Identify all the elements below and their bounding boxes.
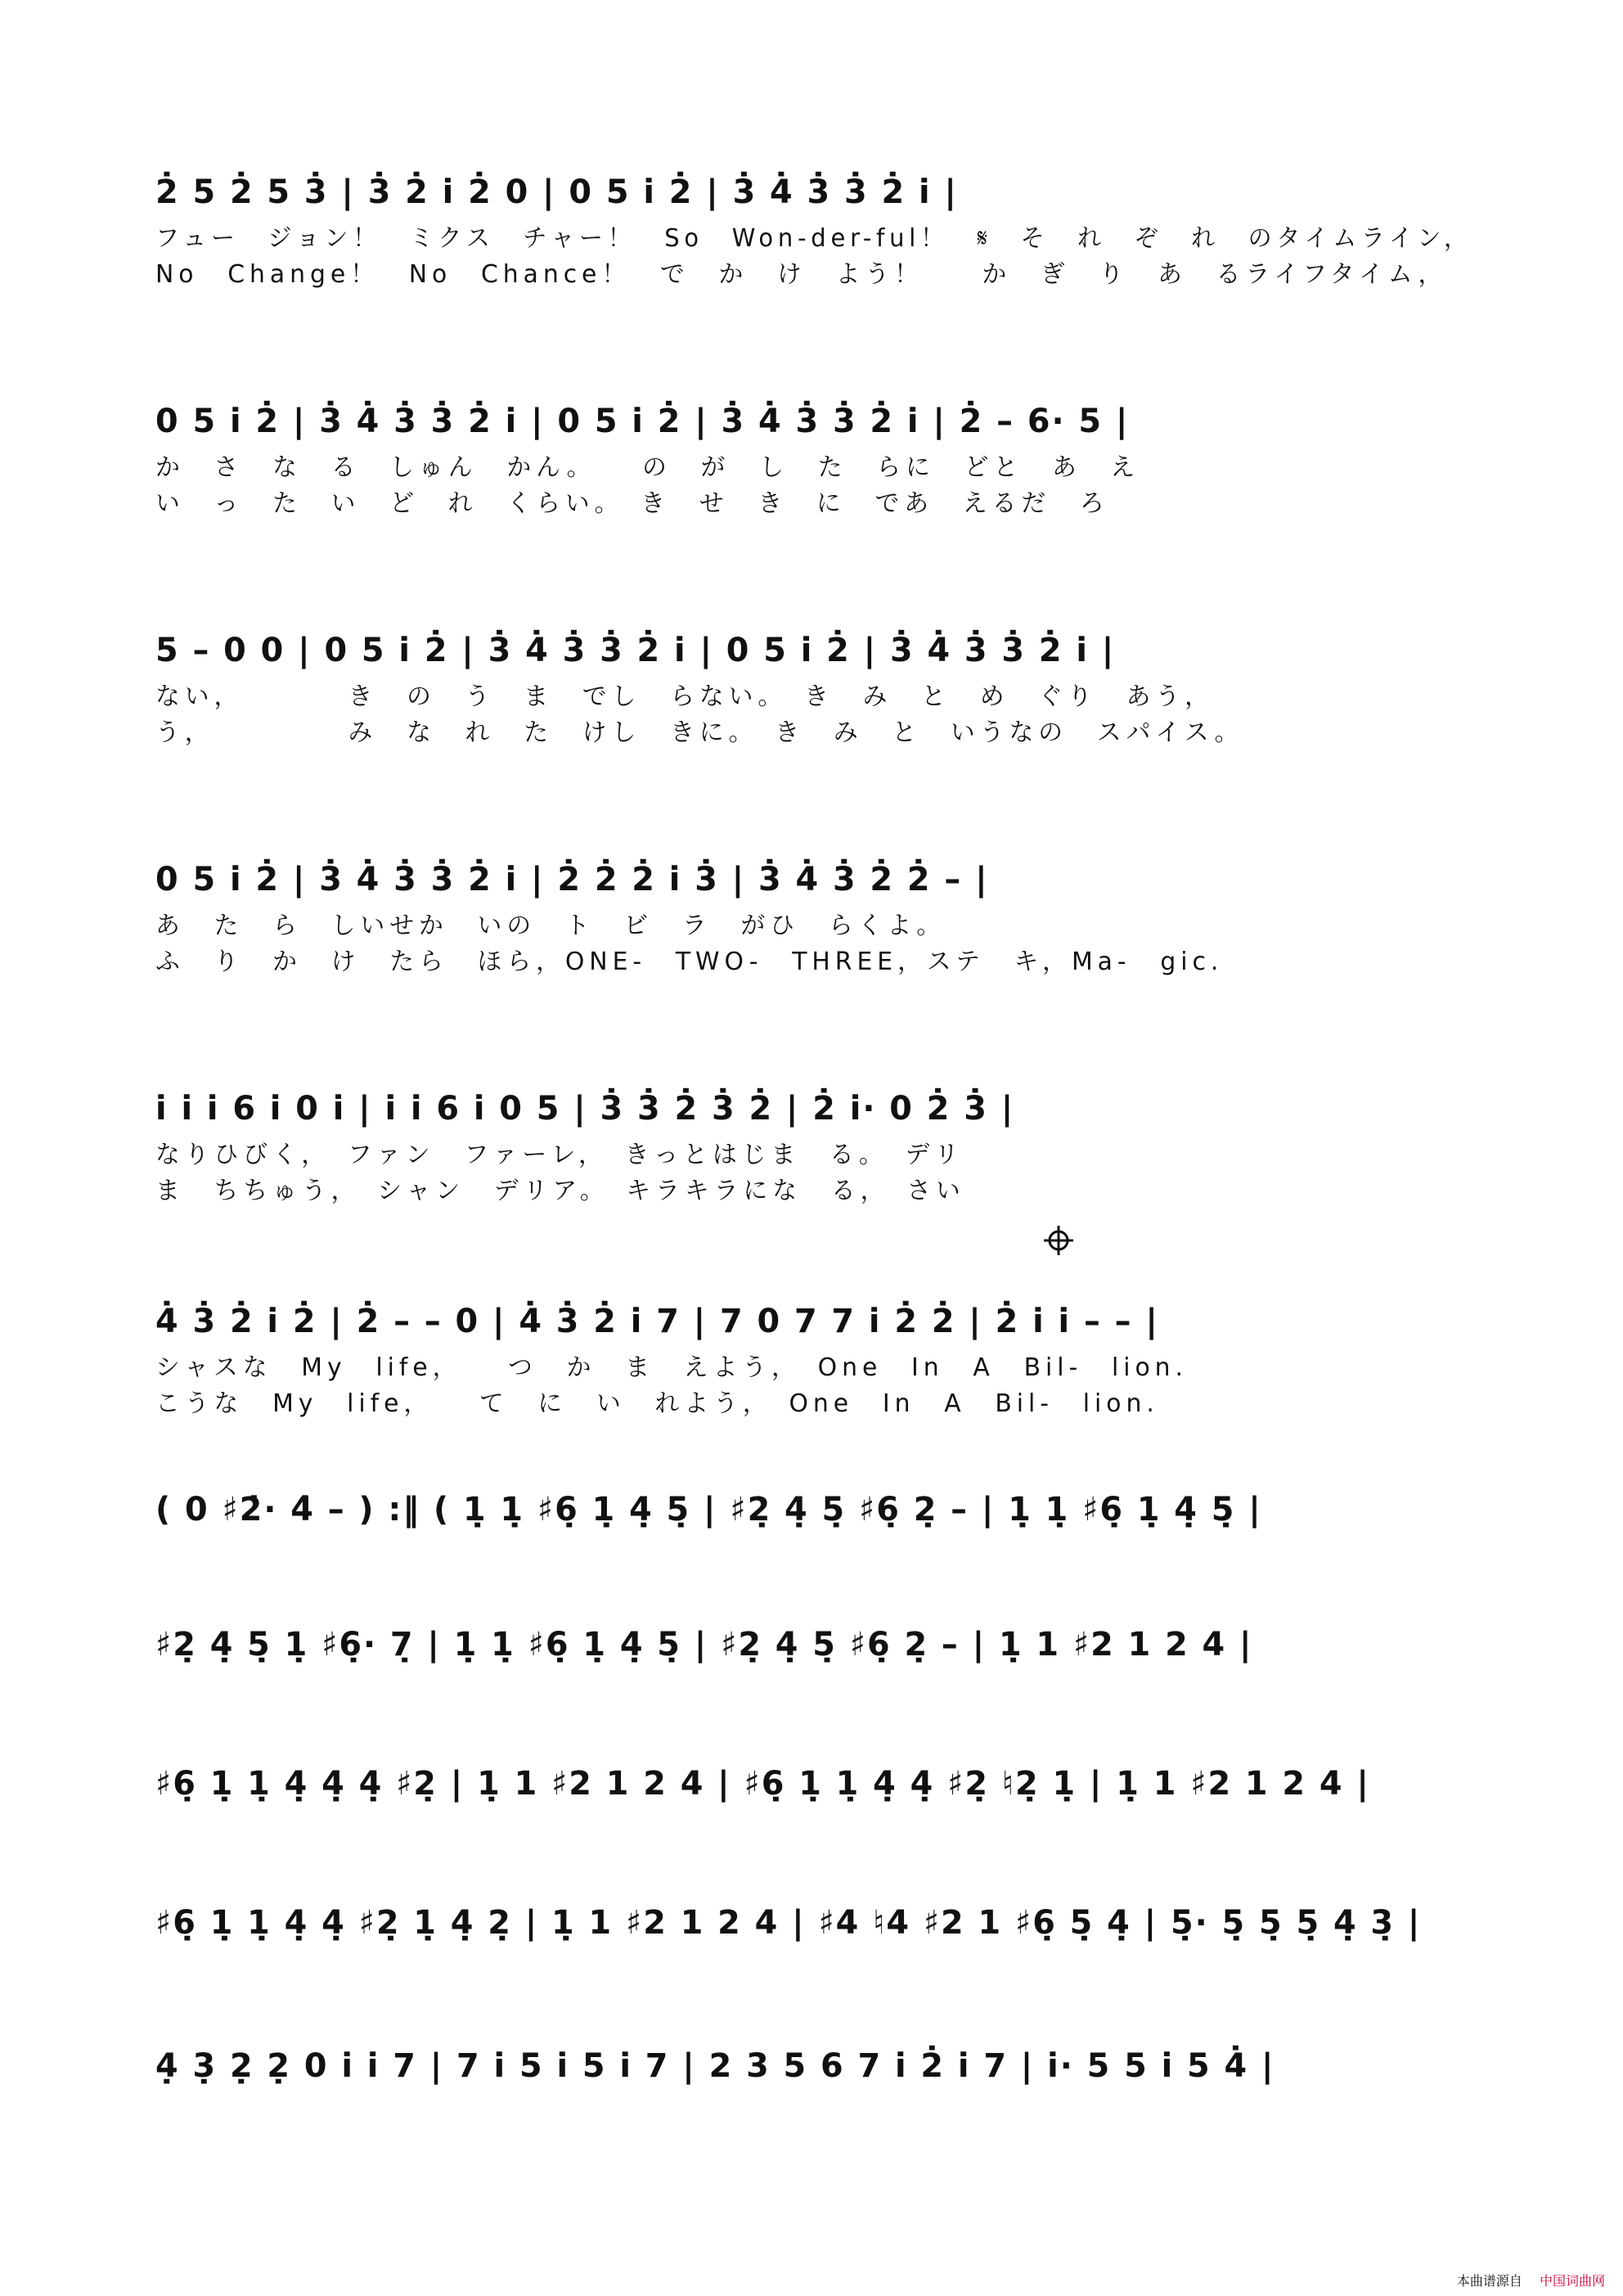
score-system (155, 1755, 1481, 1812)
notation-line: 5 – 0 0 | 0 5 i̇ 2̇ | 3̇ 4̇ 3̇ 3̇ 2̇ i̇ | 0 5 i̇ 2̇ | 3̇ 4̇ 3̇ 3̇ 2̇ i̇ | (155, 632, 1116, 669)
notation-line: ♯2̣ 4̣ 5̣ 1̣ ♯6̣· 7̣ | 1̣ 1̣ ♯6̣ 1̣ 4̣ 5̣ | ♯2̣ 4̣ 5̣ ♯6̣ 2̣ – | 1̣ 1 ♯2 1 2 4 | (155, 1626, 1253, 1663)
lyric-line: い っ た い ど れ くらい。 き せ き に であ えるだ ろ (155, 489, 1109, 518)
notation-line: ♯6̣ 1̣ 1̣ 4̣ 4̣ 4̣ ♯2̣ | 1̣ 1 ♯2 1 2 4 | ♯6̣ 1̣ 1̣ 4̣ 4̣ ♯2̣ ♮2̣ 1̣ | 1̣ 1 ♯2 1 2 4 | (155, 1765, 1370, 1803)
coda-icon (1042, 1224, 1075, 1257)
score-system (155, 1293, 1481, 1422)
score-system (155, 393, 1481, 522)
notation-line: 0 5 i̇ 2̇ | 3̇ 4̇ 3̇ 3̇ 2̇ i̇ | 2̇ 2̇ 2̇ i̇ 3̇ | 3̇ 4̇ 3̇ 2̇ 2̇ – | (155, 861, 989, 898)
lyric-line: こうな My life， て に い れよう， One In A Bil- lion. (155, 1389, 1159, 1418)
score-system (155, 851, 1481, 980)
footer-source-label: 本曲谱源自 (1456, 2273, 1522, 2289)
notation-line: ( 0 ♯2̇· 4̇ – ) :‖ ( 1̣ 1̣ ♯6̣ 1̣ 4̣ 5̣ | ♯2̣ 4̣ 5̣ ♯6̣ 2̣ – | 1̣ 1̣ ♯6̣ 1̣ 4̣ 5̣ | (155, 1491, 1262, 1528)
footer-site-label: 中国词曲网 (1539, 2273, 1605, 2289)
lyric-line: ふ り か け たら ほら，ONE- TWO- THREE，ステ キ，Ma- gic. (155, 948, 1224, 976)
lyric-line: シャスな My life， つ か ま えよう， One In A Bil- lion. (155, 1353, 1188, 1382)
lyric-line: なりひびく， ファン ファーレ， きっとはじま る。 デリ (155, 1141, 964, 1169)
score-system (155, 2037, 1481, 2095)
score-system (155, 1894, 1481, 1952)
lyric-line: No Change！ No Chance！ で か け よう！ か ぎ り あ るライフタイム， (155, 260, 1448, 289)
score-system (155, 164, 1481, 293)
notation-line: 2̇ 5 2̇ 5 3̇ | 3̇ 2̇ i̇ 2̇ 0 | 0 5 i̇ 2̇ | 3̇ 4̇ 3̇ 3̇ 2̇ i̇ | (155, 173, 958, 211)
score-system (155, 622, 1481, 751)
lyric-line: ま ちちゅう， シャン デリア。 キラキラにな る， さい (155, 1177, 965, 1205)
lyric-line: ない， き の う ま でし らない。 き み と め ぐり あう， (155, 682, 1214, 711)
footer (1457, 2271, 1605, 2289)
notation-line: 4̣ 3̣ 2̣ 2̣ 0 i̇ i̇ 7 | 7 i̇ 5 i̇ 5 i̇ 7 | 2 3 5 6 7 i̇ 2̇ i̇ 7 | i̇· 5 5 i̇ 5 4̇ | (155, 2047, 1275, 2085)
score-system (155, 1080, 1481, 1209)
notation-line: ♯6̣ 1̣ 1̣ 4̣ 4̣ ♯2̣ 1̣ 4̣ 2̣ | 1̣ 1 ♯2 1 2 4 | ♯4 ♮4 ♯2 1 ♯6̣ 5̣ 4̣ | 5̣· 5̣ 5̣ 5̣ 4̣ 3̣ | (155, 1904, 1422, 1942)
lyric-line: か さ な る しゅん かん。 の が し た らに どと あ え (155, 453, 1140, 482)
lyric-line: あ た ら しいせか いの ト ビ ラ がひ らくよ。 (155, 912, 946, 940)
lyric-line: う， み な れ た けし きに。 き み と いうなの スパイス。 (155, 718, 1244, 747)
notation-line: 0 5 i̇ 2̇ | 3̇ 4̇ 3̇ 3̇ 2̇ i̇ | 0 5 i̇ 2̇ | 3̇ 4̇ 3̇ 3̇ 2̇ i̇ | 2̇ – 6· 5 | (155, 403, 1130, 440)
lyric-line: フュー ジョン！ ミクス チャー！ So Won-der-ful！ 𝄋 そ れ ぞ れ のタイムライン， (155, 224, 1472, 253)
notation-line: i̇ i̇ i̇ 6 i̇ 0 i̇ | i̇ i̇ 6 i̇ 0 5 | 3̇ 3̇ 2̇ 3̇ 2̇ | 2̇ i̇· 0 2̇ 3̇ | (155, 1090, 1015, 1128)
score-system (155, 1616, 1481, 1673)
notation-line: 4̇ 3̇ 2̇ i̇ 2̇ | 2̇ – – 0 | 4̇ 3̇ 2̇ i̇ 7 | 7 0 7 7 i̇ 2̇ 2̇ | 2̇ i̇ i̇ – – | (155, 1303, 1159, 1340)
score-system (155, 1481, 1481, 1538)
